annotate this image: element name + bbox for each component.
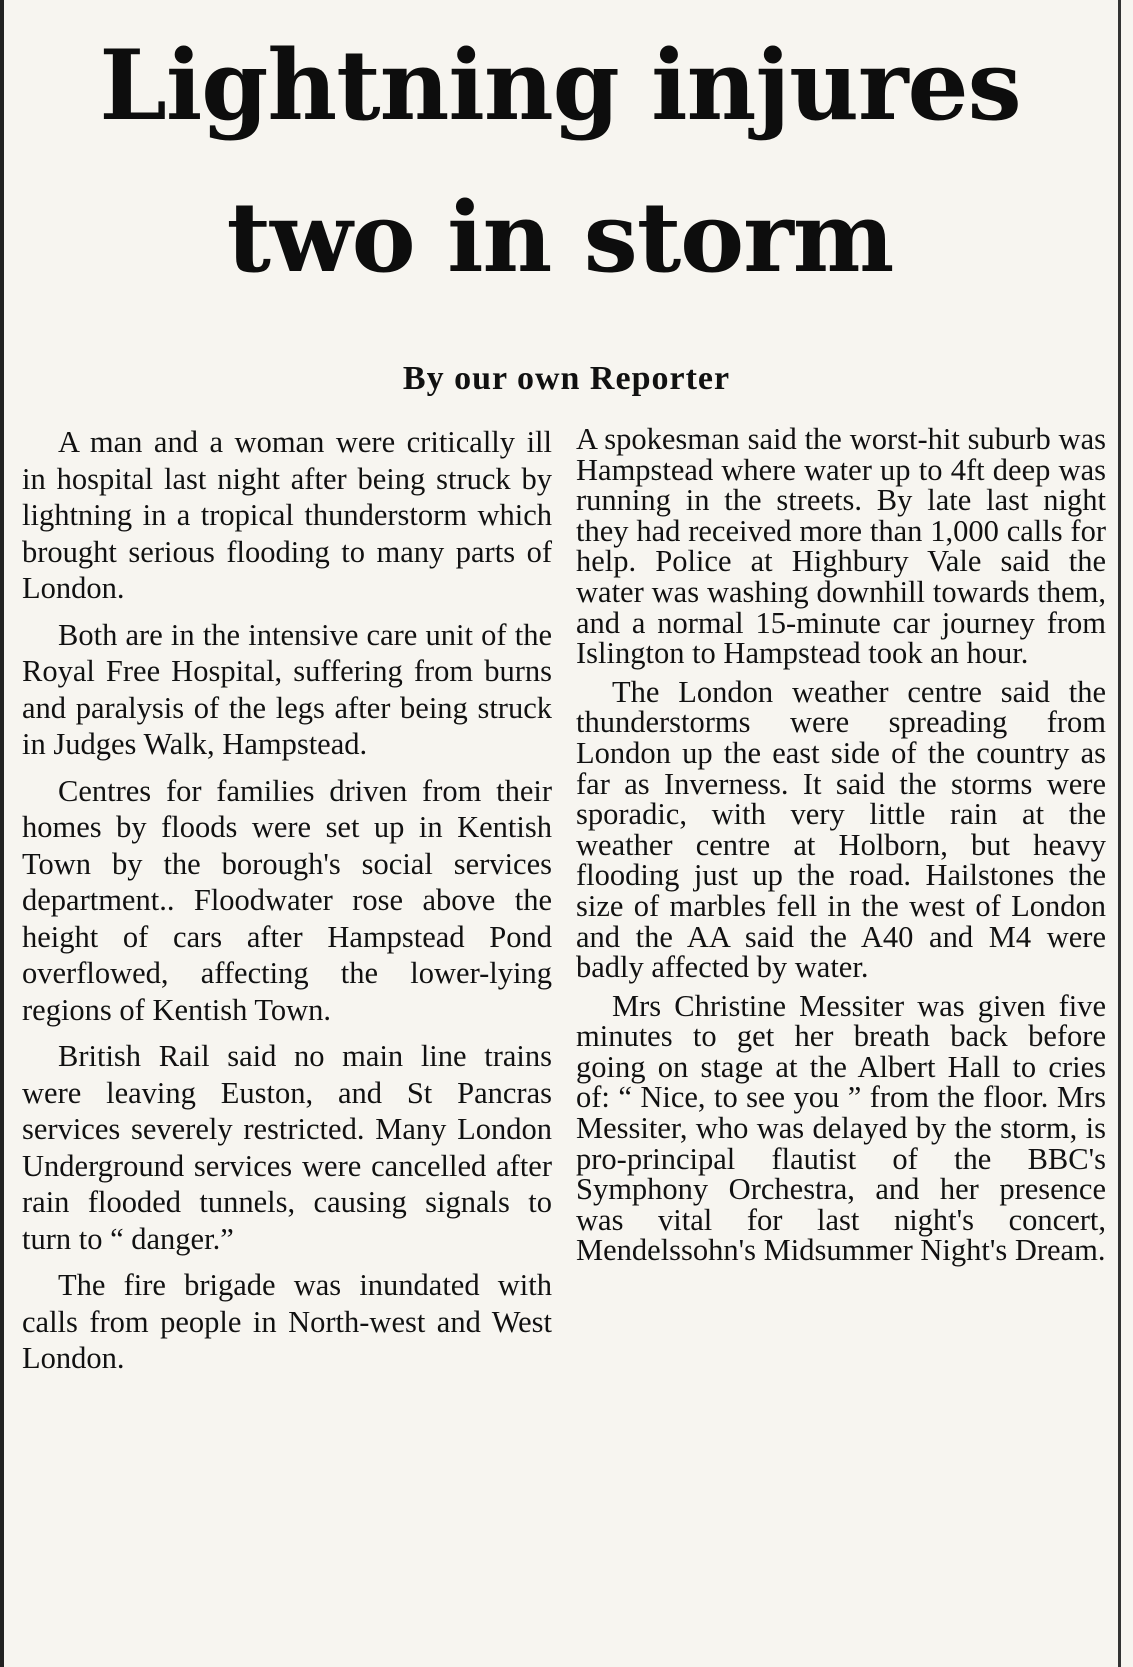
headline-line-1: Lightning injures	[99, 29, 1021, 142]
paragraph: British Rail said no main line trains were leaving Euston, and St Pancras services severely restricted. Many London Underground services were cancelled after rain flooded tunnels, causing signals to turn to “ danger.”	[22, 1039, 552, 1256]
paragraph: A man and a woman were critically ill in hospital last night after being struck by lightning in a tropical thunderstorm which brought serious flooding to many parts of London.	[22, 425, 552, 605]
paragraph: Mrs Christine Messiter was given five minutes to get her breath back before going on stage at the Albert Hall to cries of: “ Nice, to see you ” from the floor. Mrs Messiter, who was delayed by the storm, is pro-principal flautist of the BBC's Symphony Orchestra, and her presence was vital for last night's concert, Mendelssohn's Midsummer Night's Dream.	[576, 988, 1106, 1268]
left-column-rule	[0, 0, 4, 1667]
article-column-right	[576, 424, 1106, 1274]
paragraph: The fire brigade was inundated with calls from people in North-west and West London.	[22, 1268, 552, 1375]
headline-line-2: two in storm	[226, 181, 894, 294]
paragraph: A spokesman said the worst-hit suburb was Hampstead where water up to 4ft deep was running in the streets. By late last night they had received more than 1,000 calls for help. Police at Highbury Vale said the water was washing downhill towards them, and a normal 15-minute car journey from Islington to Hampstead took an hour.	[576, 422, 1106, 671]
paragraph: Centres for families driven from their homes by floods were set up in Kentish Town by the borough's social services department.. Floodwater rose above the height of cars after Hampstead Pond overflowed, affecting the lower-lying regions of Kentish Town.	[22, 773, 552, 1027]
paragraph: The London weather centre said the thunderstorms were spreading from London up the east side of the country as far as Inverness. It said the storms were sporadic, with very little rain at the weather centre at Holborn, but heavy flooding just up the road. Hailstones the size of marbles fell in the west of London and the AA said the A40 and M4 were badly affected by water.	[576, 674, 1106, 985]
byline: By our own Reporter	[402, 360, 731, 397]
right-column-rule	[1118, 0, 1121, 1667]
paragraph: Both are in the intensive care unit of the Royal Free Hospital, suffering from burns and paralysis of the legs after being struck in Judges Walk, Hampstead.	[22, 617, 552, 761]
article-column-left	[22, 424, 552, 1387]
